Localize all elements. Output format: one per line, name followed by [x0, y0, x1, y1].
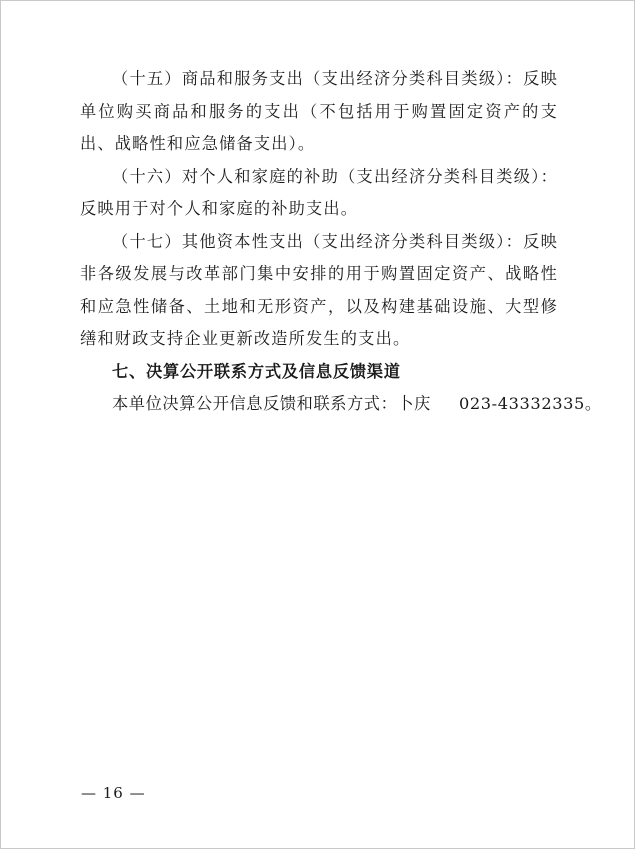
contact-phone: 023-43332335。 [458, 394, 602, 413]
contact-line [80, 388, 602, 421]
paragraph-individual-household-subsidy: （十六）对个人和家庭的补助（支出经济分类科目类级）：反映用于对个人和家庭的补助支出。 [80, 166, 558, 218]
paragraph-other-capital-expenditure: （十七）其他资本性支出（支出经济分类科目类级）：反映非各级发展与改革部门集中安排的用于购置固定资产、战略性和应急性储备、土地和无形资产，以及构建基础设施、大型修缮和财政支持企业更新改造所发生的支出。 [80, 231, 558, 348]
page-body [80, 63, 602, 421]
section-heading: 七、决算公开联系方式及信息反馈渠道 [112, 361, 401, 381]
paragraph-goods-services: （十五）商品和服务支出（支出经济分类科目类级）：反映单位购买商品和服务的支出（不包括用于购置固定资产的支出、战略性和应急储备支出）。 [80, 69, 558, 153]
contact-label: 本单位决算公开信息反馈和联系方式：卜庆 [112, 394, 431, 413]
page-number: — 16 — [81, 784, 146, 802]
